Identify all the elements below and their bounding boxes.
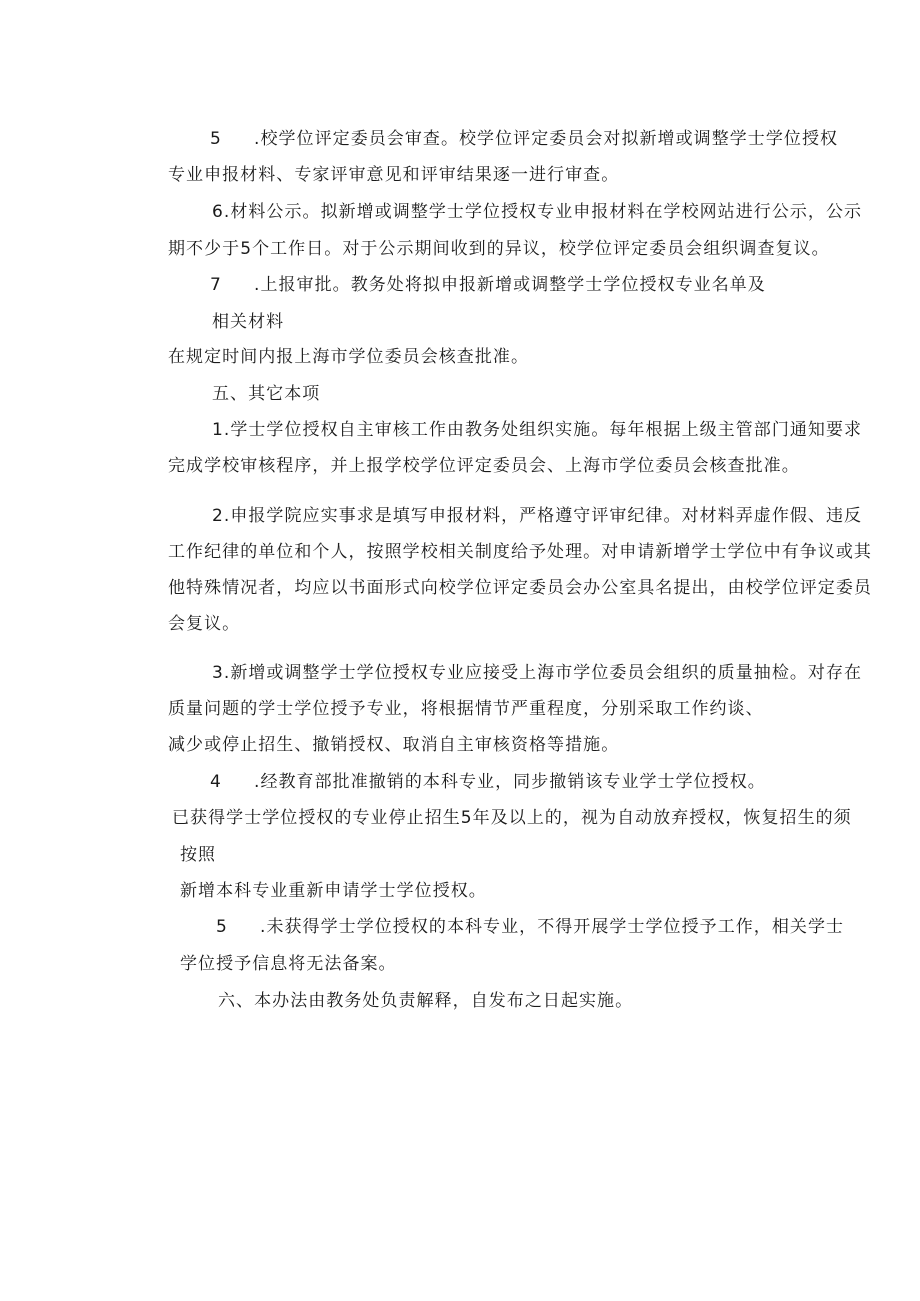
s4-item6-line1: 6.材料公示。拟新增或调整学士学位授权专业申报材料在学校网站进行公示，公示	[212, 202, 863, 222]
s5-item4-number: 4	[210, 772, 222, 792]
s5-item1-line2: 完成学校审核程序，并上报学校学位评定委员会、上海市学位委员会核查批准。	[168, 456, 800, 476]
s5-item2-line4: 会复议。	[168, 614, 241, 634]
s5-item4-line1: 4 .经教育部批准撤销的本科专业，同步撤销该专业学士学位授权。	[210, 772, 766, 792]
s5-item3-line3: 减少或停止招生、撤销授权、取消自主审核资格等措施。	[168, 735, 620, 755]
s4-item5-line2: 专业申报材料、专家评审意见和评审结果逐一进行审查。	[168, 165, 620, 185]
s4-item5-line1: 5 .校学位评定委员会审查。校学位评定委员会对拟新增或调整学士学位授权	[210, 129, 839, 149]
s5-item1-line1: 1.学士学位授权自主审核工作由教务处组织实施。每年根据上级主管部门通知要求	[212, 420, 863, 440]
s5-item5-number: 5	[216, 917, 228, 937]
s5-item5-line1: 5 .未获得学士学位授权的本科专业，不得开展学士学位授予工作，相关学士	[216, 917, 845, 937]
s4-item7-line1: 7 .上报审批。教务处将拟申报新增或调整学士学位授权专业名单及	[210, 275, 766, 295]
s4-item7-line2: 相关材料	[212, 312, 285, 332]
s5-item5-line2: 学位授予信息将无法备案。	[180, 954, 397, 974]
s5-item4-line4: 新增本科专业重新申请学士学位授权。	[180, 881, 487, 901]
s5-item2-line2: 工作纪律的单位和个人，按照学校相关制度给予处理。对申请新增学士学位中有争议或其	[168, 542, 872, 562]
s5-item4-line2: 已获得学士学位授权的专业停止招生5年及以上的，视为自动放弃授权，恢复招生的须	[172, 808, 852, 828]
s4-item7-line3: 在规定时间内报上海市学位委员会核查批准。	[168, 347, 529, 367]
s5-item2-line1: 2.申报学院应实事求是填写申报材料，严格遵守评审纪律。对材料弄虚作假、违反	[212, 506, 863, 526]
s4-item7-number: 7	[210, 275, 222, 295]
s5-item3-line2: 质量问题的学士学位授予专业，将根据情节严重程度，分别采取工作约谈、	[168, 699, 764, 719]
s4-item6-line2: 期不少于5个工作日。对于公示期间收到的异议，校学位评定委员会组织调查复议。	[168, 239, 830, 259]
s5-item2-line3: 他特殊情况者，均应以书面形式向校学位评定委员会办公室具名提出，由校学位评定委员	[168, 578, 872, 598]
s5-item3-line1: 3.新增或调整学士学位授权专业应接受上海市学位委员会组织的质量抽检。对存在	[212, 663, 863, 683]
section5-heading: 五、其它本项	[212, 384, 321, 404]
s4-item5-number: 5	[210, 129, 222, 149]
section6-line1: 六、本办法由教务处负责解释，自发布之日起实施。	[218, 991, 634, 1011]
s5-item4-line3: 按照	[180, 845, 217, 865]
